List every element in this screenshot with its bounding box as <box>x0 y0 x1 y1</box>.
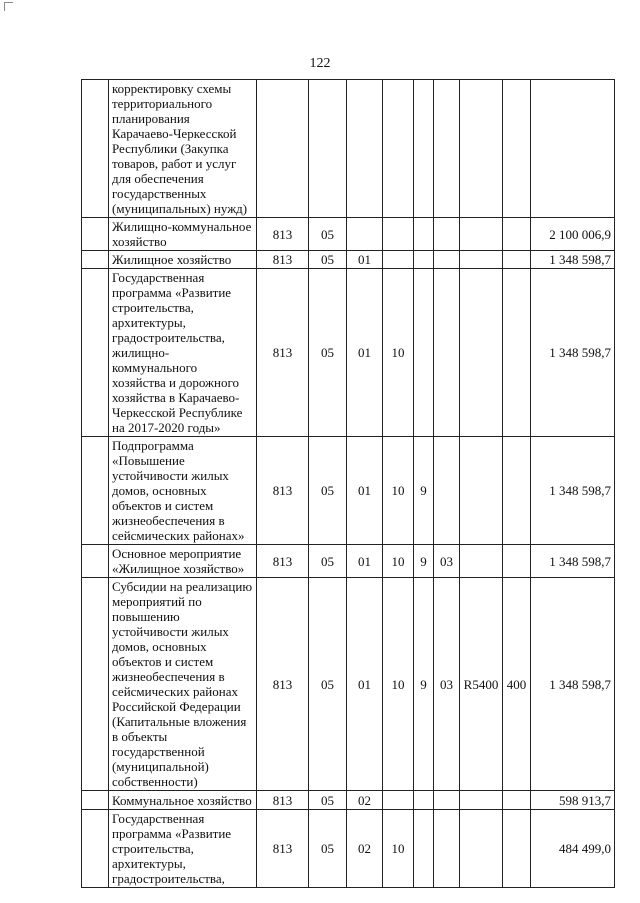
row-index-cell <box>82 218 109 251</box>
event-code-cell <box>434 218 460 251</box>
ministry-code-cell: 813 <box>257 437 309 545</box>
row-index-cell <box>82 578 109 791</box>
amount-cell: 484 499,0 <box>531 810 615 888</box>
subsection-code-cell <box>347 80 383 218</box>
event-code-cell <box>434 437 460 545</box>
amount-cell: 1 348 598,7 <box>531 251 615 269</box>
amount-cell <box>531 80 615 218</box>
subsection-code-cell: 02 <box>347 791 383 810</box>
program-code-cell <box>383 80 414 218</box>
program-code-cell: 10 <box>383 437 414 545</box>
item-name-cell: Государственная программа «Развитие строительства, архитектуры, градостроительства, <box>109 810 257 888</box>
item-name-cell: Основное мероприятие «Жилищное хозяйство» <box>109 545 257 578</box>
direction-code-cell: R5400 <box>460 578 503 791</box>
event-code-cell <box>434 791 460 810</box>
subsection-code-cell: 02 <box>347 810 383 888</box>
subprogram-code-cell <box>414 218 434 251</box>
item-name-cell: корректировку схемы территориального планирования Карачаево-Черкесской Республики (Закупка товаров, работ и услуг для обеспечения государственных (муниципальных) нужд) <box>109 80 257 218</box>
amount-cell: 1 348 598,7 <box>531 545 615 578</box>
expense-type-cell <box>503 269 531 437</box>
section-code-cell: 05 <box>309 810 347 888</box>
scan-corner-mark <box>4 2 13 11</box>
program-code-cell: 10 <box>383 545 414 578</box>
ministry-code-cell <box>257 80 309 218</box>
section-code-cell: 05 <box>309 791 347 810</box>
direction-code-cell <box>460 218 503 251</box>
ministry-code-cell: 813 <box>257 269 309 437</box>
ministry-code-cell: 813 <box>257 251 309 269</box>
section-code-cell: 05 <box>309 578 347 791</box>
amount-cell: 1 348 598,7 <box>531 437 615 545</box>
expense-type-cell <box>503 80 531 218</box>
direction-code-cell <box>460 437 503 545</box>
section-code-cell <box>309 80 347 218</box>
subsection-code-cell: 01 <box>347 269 383 437</box>
section-code-cell: 05 <box>309 545 347 578</box>
direction-code-cell <box>460 810 503 888</box>
program-code-cell: 10 <box>383 578 414 791</box>
section-code-cell: 05 <box>309 269 347 437</box>
subprogram-code-cell: 9 <box>414 578 434 791</box>
row-index-cell <box>82 545 109 578</box>
item-name-cell: Подпрограмма «Повышение устойчивости жилых домов, основных объектов и систем жизнеобеспечения в сейсмических районах» <box>109 437 257 545</box>
expense-type-cell <box>503 810 531 888</box>
event-code-cell: 03 <box>434 545 460 578</box>
program-code-cell: 10 <box>383 810 414 888</box>
ministry-code-cell: 813 <box>257 578 309 791</box>
subprogram-code-cell <box>414 269 434 437</box>
item-name-cell: Субсидии на реализацию мероприятий по повышению устойчивости жилых домов, основных объектов и систем жизнеобеспечения в сейсмических районах Российской Федерации (Капитальные вложения в объекты государственной (муниципальной) собственности) <box>109 578 257 791</box>
amount-cell: 598 913,7 <box>531 791 615 810</box>
subsection-code-cell: 01 <box>347 545 383 578</box>
program-code-cell <box>383 791 414 810</box>
subprogram-code-cell: 9 <box>414 545 434 578</box>
row-index-cell <box>82 80 109 218</box>
event-code-cell <box>434 251 460 269</box>
row-index-cell <box>82 437 109 545</box>
subsection-code-cell: 01 <box>347 251 383 269</box>
section-code-cell: 05 <box>309 437 347 545</box>
expense-type-cell: 400 <box>503 578 531 791</box>
item-name-cell: Жилищное хозяйство <box>109 251 257 269</box>
expense-type-cell <box>503 791 531 810</box>
direction-code-cell <box>460 269 503 437</box>
row-index-cell <box>82 791 109 810</box>
expense-type-cell <box>503 545 531 578</box>
expense-type-cell <box>503 218 531 251</box>
direction-code-cell <box>460 545 503 578</box>
section-code-cell: 05 <box>309 218 347 251</box>
subprogram-code-cell <box>414 810 434 888</box>
item-name-cell: Жилищно-коммунальное хозяйство <box>109 218 257 251</box>
subsection-code-cell: 01 <box>347 437 383 545</box>
section-code-cell: 05 <box>309 251 347 269</box>
amount-cell: 1 348 598,7 <box>531 269 615 437</box>
table-row <box>82 578 615 791</box>
subprogram-code-cell <box>414 791 434 810</box>
expense-type-cell <box>503 251 531 269</box>
subprogram-code-cell <box>414 80 434 218</box>
amount-cell: 1 348 598,7 <box>531 578 615 791</box>
amount-cell: 2 100 006,9 <box>531 218 615 251</box>
item-name-cell: Государственная программа «Развитие строительства, архитектуры, градостроительства, жилищно-коммунального хозяйства и дорожного хозяйства в Карачаево-Черкесской Республике на 2017-2020 годы» <box>109 269 257 437</box>
ministry-code-cell: 813 <box>257 791 309 810</box>
item-name-cell: Коммунальное хозяйство <box>109 791 257 810</box>
event-code-cell <box>434 269 460 437</box>
ministry-code-cell: 813 <box>257 810 309 888</box>
subsection-code-cell <box>347 218 383 251</box>
table-row <box>82 545 615 578</box>
program-code-cell <box>383 251 414 269</box>
event-code-cell: 03 <box>434 578 460 791</box>
direction-code-cell <box>460 251 503 269</box>
table-row <box>82 218 615 251</box>
row-index-cell <box>82 269 109 437</box>
table-row <box>82 80 615 218</box>
event-code-cell <box>434 80 460 218</box>
ministry-code-cell: 813 <box>257 218 309 251</box>
budget-table <box>81 79 615 888</box>
program-code-cell: 10 <box>383 269 414 437</box>
direction-code-cell <box>460 80 503 218</box>
table-row <box>82 437 615 545</box>
ministry-code-cell: 813 <box>257 545 309 578</box>
subsection-code-cell: 01 <box>347 578 383 791</box>
table-row <box>82 791 615 810</box>
page-number: 122 <box>309 56 331 71</box>
program-code-cell <box>383 218 414 251</box>
event-code-cell <box>434 810 460 888</box>
subprogram-code-cell <box>414 251 434 269</box>
subprogram-code-cell: 9 <box>414 437 434 545</box>
row-index-cell <box>82 810 109 888</box>
table-row <box>82 810 615 888</box>
expense-type-cell <box>503 437 531 545</box>
table-row <box>82 251 615 269</box>
row-index-cell <box>82 251 109 269</box>
table-row <box>82 269 615 437</box>
direction-code-cell <box>460 791 503 810</box>
